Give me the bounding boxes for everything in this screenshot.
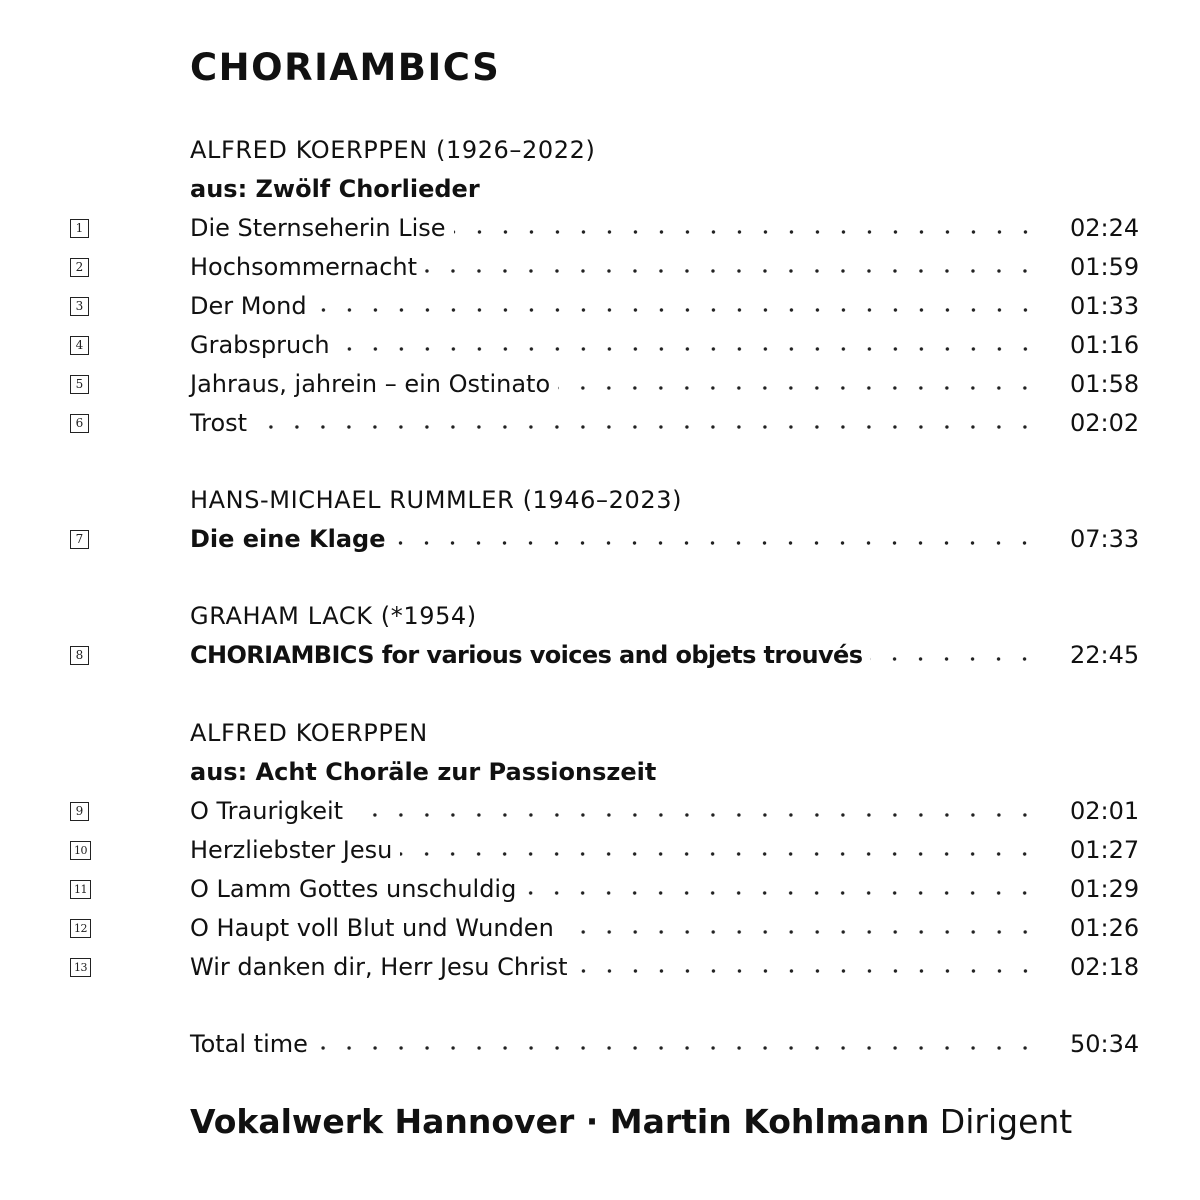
track-row[interactable] [0, 521, 1200, 557]
track-number: 5 [70, 375, 89, 394]
composer-heading: GRAHAM LACK (*1954) [190, 602, 477, 630]
track-duration: 01:27 [1070, 836, 1140, 864]
track-title: Trost [190, 405, 255, 441]
track-title: O Traurigkeit [190, 793, 351, 829]
track-title: Jahraus, jahrein – ein Ostinato [190, 366, 558, 402]
track-duration: 02:01 [1070, 797, 1140, 825]
total-time-row [0, 1026, 1200, 1062]
track-duration: 01:29 [1070, 875, 1140, 903]
composer-heading: ALFRED KOERPPEN [190, 719, 428, 747]
track-duration: 01:16 [1070, 331, 1140, 359]
track-row[interactable] [0, 327, 1200, 363]
track-duration: 07:33 [1070, 525, 1140, 553]
dot-leader [524, 875, 1044, 911]
track-number: 10 [70, 841, 91, 860]
track-row[interactable] [0, 637, 1200, 673]
track-number: 7 [70, 530, 89, 549]
track-number: 1 [70, 219, 89, 238]
track-title: Wir danken dir, Herr Jesu Christ [190, 949, 576, 985]
track-row[interactable] [0, 210, 1200, 246]
track-number: 8 [70, 646, 89, 665]
track-number: 2 [70, 258, 89, 277]
track-number: 11 [70, 880, 91, 899]
dot-leader [400, 836, 1044, 872]
total-time-duration: 50:34 [1070, 1030, 1140, 1058]
dot-leader [315, 292, 1044, 328]
dot-leader [558, 370, 1044, 406]
track-number: 6 [70, 414, 89, 433]
track-duration: 22:45 [1070, 641, 1140, 669]
dot-leader [255, 409, 1044, 445]
track-title: Grabspruch [190, 327, 338, 363]
track-number: 3 [70, 297, 89, 316]
track-title: Die Sternseherin Lise [190, 210, 454, 246]
dot-leader [454, 214, 1044, 250]
ensemble-name: Vokalwerk Hannover [190, 1102, 575, 1141]
track-row[interactable] [0, 949, 1200, 985]
work-title: aus: Acht Choräle zur Passionszeit [190, 758, 657, 786]
track-title: Herzliebster Jesu [190, 832, 400, 868]
track-title: Der Mond [190, 288, 315, 324]
track-row[interactable] [0, 366, 1200, 402]
track-duration: 02:18 [1070, 953, 1140, 981]
conductor-role: Dirigent [929, 1102, 1073, 1141]
dot-leader [562, 914, 1044, 950]
track-row[interactable] [0, 793, 1200, 829]
track-number: 12 [70, 919, 91, 938]
dot-leader [576, 953, 1044, 989]
composer-heading: ALFRED KOERPPEN (1926–2022) [190, 136, 596, 164]
track-title: Die eine Klage [190, 521, 393, 557]
track-title: CHORIAMBICS for various voices and objets trouvés [190, 637, 870, 673]
performers-credit [190, 1100, 1072, 1144]
composer-heading: HANS-MICHAEL RUMMLER (1946–2023) [190, 486, 683, 514]
credit-separator: · [574, 1102, 610, 1141]
track-row[interactable] [0, 910, 1200, 946]
track-duration: 02:02 [1070, 409, 1140, 437]
track-title: Hochsommernacht [190, 249, 425, 285]
track-duration: 01:58 [1070, 370, 1140, 398]
track-duration: 01:59 [1070, 253, 1140, 281]
dot-leader [393, 525, 1044, 561]
track-row[interactable] [0, 249, 1200, 285]
total-time-label: Total time [190, 1026, 316, 1062]
track-row[interactable] [0, 832, 1200, 868]
dot-leader [351, 797, 1044, 833]
track-duration: 01:33 [1070, 292, 1140, 320]
track-row[interactable] [0, 405, 1200, 441]
conductor-name: Martin Kohlmann [609, 1102, 930, 1141]
track-row[interactable] [0, 288, 1200, 324]
track-number: 13 [70, 958, 91, 977]
dot-leader [870, 641, 1044, 677]
track-number: 9 [70, 802, 89, 821]
work-title: aus: Zwölf Chorlieder [190, 175, 480, 203]
album-title: CHORIAMBICS [190, 46, 501, 89]
track-duration: 01:26 [1070, 914, 1140, 942]
dot-leader [338, 331, 1044, 367]
dot-leader [425, 253, 1044, 289]
track-row[interactable] [0, 871, 1200, 907]
track-duration: 02:24 [1070, 214, 1140, 242]
track-title: O Lamm Gottes unschuldig [190, 871, 524, 907]
track-title: O Haupt voll Blut und Wunden [190, 910, 562, 946]
dot-leader [316, 1030, 1044, 1066]
track-number: 4 [70, 336, 89, 355]
